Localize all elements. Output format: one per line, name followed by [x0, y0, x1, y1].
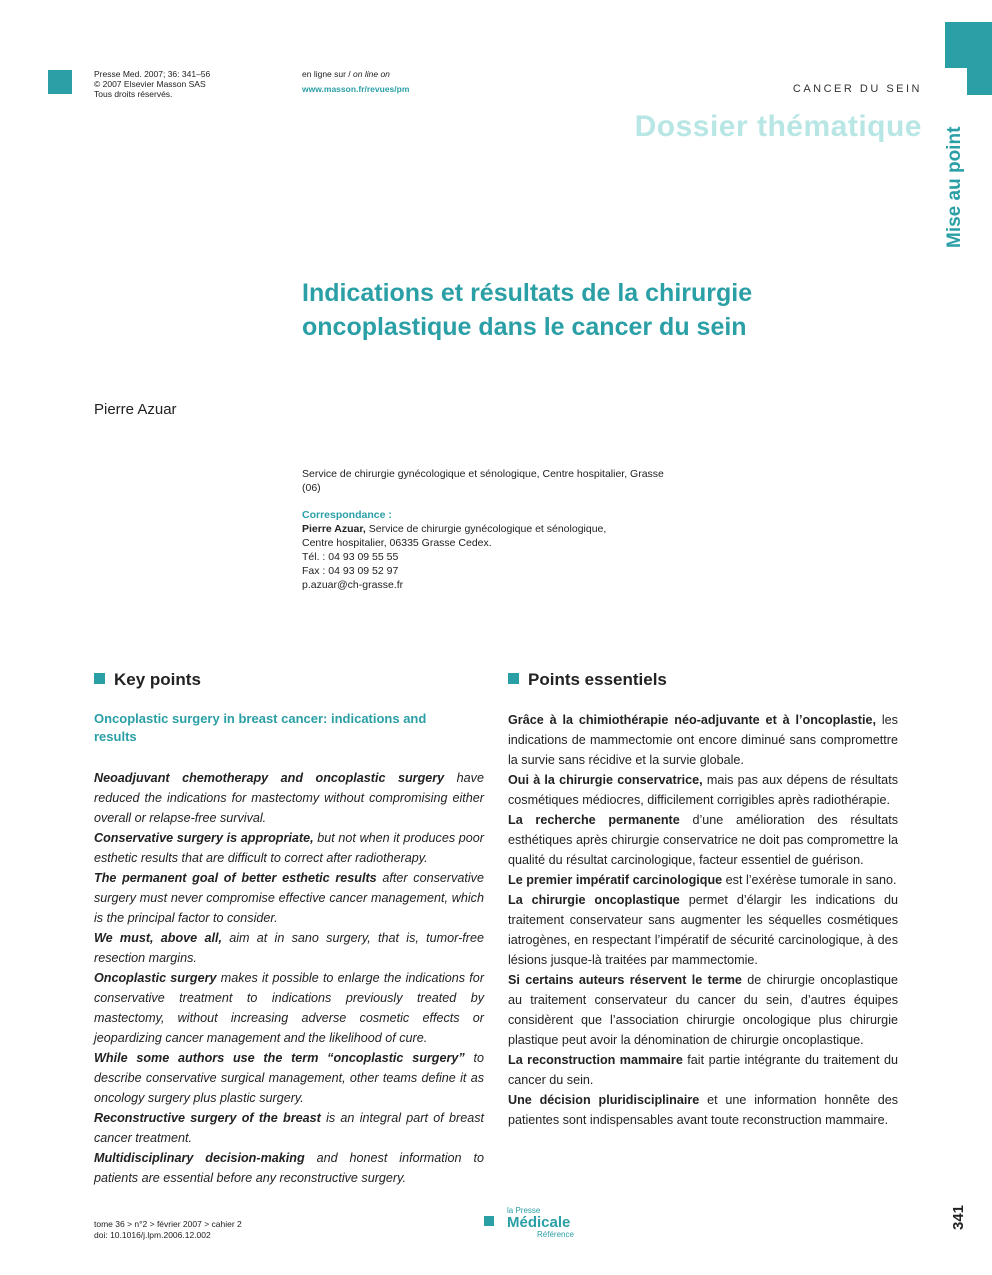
journal-rights: Tous droits réservés. — [94, 89, 173, 99]
correspondent-email-link[interactable]: p.azuar@ch-grasse.fr — [302, 579, 404, 591]
point-essentiel-paragraph: La chirurgie oncoplastique permet d’élargir les indications du traitement conservateur sans augmenter les séquelles cosmétiques iatrogènes, en respectant l’impératif de sécurité carcinologique, à des lésions jusque-là traitées par mammectomie. — [508, 893, 898, 967]
bullet-square-icon — [508, 673, 519, 684]
key-point-paragraph: We must, above all, aim at in sano surgery, that is, tumor-free resection margins. — [94, 931, 484, 965]
key-points-body — [94, 768, 484, 1188]
correspondence-heading: Correspondance : — [302, 509, 392, 521]
correspondent-address2: Centre hospitalier, 06335 Grasse Cedex. — [302, 537, 492, 549]
points-essentiels-heading: Points essentiels — [508, 670, 667, 690]
point-essentiel-paragraph: Si certains auteurs réservent le terme de chirurgie oncoplastique au traitement conservateur du cancer du sein, d’autres équipes considèrent que l’association chirurgie oncologique plus chirurgie plastique peut avoir la dénomination de chirurgie oncoplastique. — [508, 973, 898, 1047]
key-point-paragraph: Conservative surgery is appropriate, but not when it produces poor esthetic results that are difficult to correct after radiotherapy. — [94, 831, 484, 865]
journal-citation: Presse Med. 2007; 36: 341–56 — [94, 69, 211, 79]
key-point-paragraph: Reconstructive surgery of the breast is an integral part of breast cancer treatment. — [94, 1111, 484, 1145]
point-essentiel-paragraph: Le premier impératif carcinologique est l’exérèse tumorale in sano. — [508, 873, 897, 887]
article-title: Indications et résultats de la chirurgie oncoplastique dans le cancer du sein — [302, 279, 753, 341]
side-category-label: Mise au point — [944, 126, 965, 248]
journal-copyright: © 2007 Elsevier Masson SAS — [94, 79, 206, 89]
logo-square-icon — [484, 1216, 494, 1226]
correspondent-fax: Fax : 04 93 09 52 97 — [302, 565, 399, 577]
correspondent-tel: Tél. : 04 93 09 55 55 — [302, 551, 399, 563]
doi-line: doi: 10.1016/j.lpm.2006.12.002 — [94, 1230, 211, 1240]
journal-logo: la Presse Médicale Référence — [507, 1206, 574, 1239]
online-label-en: on line on — [353, 69, 390, 79]
key-points-heading: Key points — [94, 670, 201, 690]
author-name: Pierre Azuar — [94, 401, 177, 418]
points-essentiels-body — [508, 710, 898, 1130]
point-essentiel-paragraph: La reconstruction mammaire fait partie intégrante du traitement du cancer du sein. — [508, 1053, 898, 1087]
online-label-fr: en ligne sur / — [302, 69, 351, 79]
key-point-paragraph: The permanent goal of better esthetic results after conservative surgery must never compromise effective cancer management, which is the principal factor to consider. — [94, 871, 484, 925]
issue-line: tome 36 > n°2 > février 2007 > cahier 2 — [94, 1219, 242, 1229]
key-point-paragraph: While some authors use the term “oncoplastic surgery” to describe conservative surgical management, other teams define it as oncology surgery plus plastic surgery. — [94, 1051, 484, 1105]
correspondent-address1: Service de chirurgie gynécologique et sénologique, — [365, 523, 607, 535]
point-essentiel-paragraph: Oui à la chirurgie conservatrice, mais pas aux dépens de résultats cosmétiques médiocres, difficilement corrigibles après radiothérapie. — [508, 773, 898, 807]
key-point-paragraph: Oncoplastic surgery makes it possible to enlarge the indications for conservative treatment to indications previously treated by mastectomy, without increasing adverse cosmetic effects or jeopardizing cancer management and the likelihood of cure. — [94, 971, 485, 1045]
journal-url-link[interactable]: www.masson.fr/revues/pm — [302, 84, 410, 94]
online-info — [302, 69, 409, 94]
correspondent-name: Pierre Azuar, — [302, 523, 366, 535]
point-essentiel-paragraph: La recherche permanente d’une amélioration des résultats esthétiques après chirurgie conservatrice ne doit pas compromettre la qualité du résultat carcinologique, facteur essentiel de guérison. — [508, 813, 899, 867]
correspondence-block — [302, 508, 682, 592]
corner-square-icon — [48, 70, 72, 94]
journal-info — [94, 69, 210, 99]
footer-issue-info — [94, 1219, 242, 1241]
section-label: CANCER DU SEIN — [792, 83, 922, 95]
page-number: 341 — [950, 1204, 967, 1230]
key-points-subtitle: Oncoplastic surgery in breast cancer: indications and results — [94, 711, 427, 744]
dossier-label: Dossier thématique — [634, 110, 922, 143]
bullet-square-icon — [94, 673, 105, 684]
affiliation: Service de chirurgie gynécologique et sénologique, Centre hospitalier, Grasse (06) — [302, 468, 664, 494]
point-essentiel-paragraph: Grâce à la chimiothérapie néo-adjuvante et à l’oncoplastie, les indications de mammectomie ont encore diminué sans compromettre la survie sans récidive et la survie globale. — [508, 713, 898, 767]
key-point-paragraph: Neoadjuvant chemotherapy and oncoplastic surgery have reduced the indications for mastectomy without compromising either overall or relapse-free survival. — [94, 771, 484, 825]
key-point-paragraph: Multidisciplinary decision-making and honest information to patients are essential before any reconstructive surgery. — [94, 1151, 484, 1185]
point-essentiel-paragraph: Une décision pluridisciplinaire et une information honnête des patientes sont indispensables avant toute reconstruction mammaire. — [508, 1093, 899, 1127]
corner-decoration — [945, 22, 992, 95]
